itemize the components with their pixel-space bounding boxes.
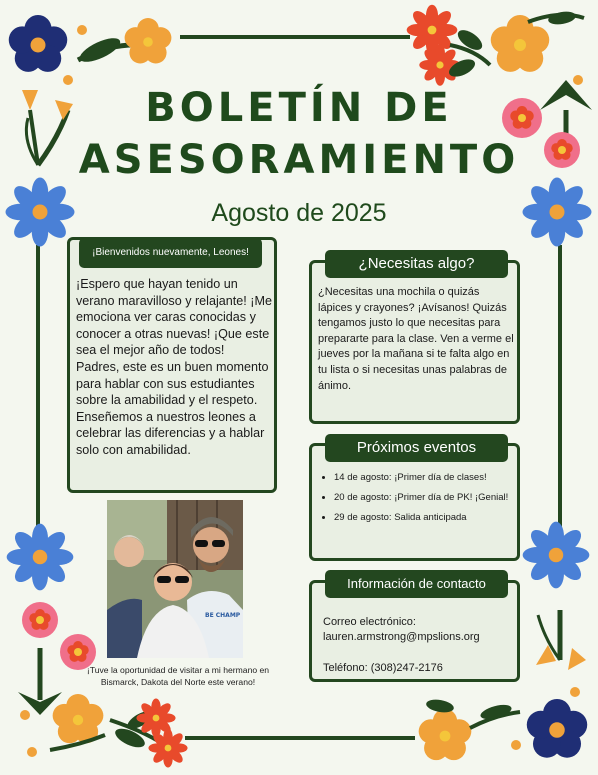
family-photo [107,500,243,658]
needs-text: ¿Necesitas una mochila o quizás lápices y crayones? ¡Avísanos! Quizás tengamos justo lo que necesitas para prepararte para la clase. Ven a verme el jueves por la mañana si te falta algo en tu lista o si necesitas unas palabras de ánimo. [318,286,514,392]
welcome-paragraph-1: ¡Espero que hayan tenido un verano maravilloso y relajante! ¡Me emociona ver caras conocidas y conocer a otras nuevas! ¡Que este sea el mejor año de todos! [76,277,272,358]
welcome-text [76,276,272,459]
needs-heading: ¿Necesitas algo? [325,250,508,278]
events-list [316,468,514,528]
welcome-heading: ¡Bienvenidos nuevamente, Leones! [79,238,262,268]
event-item: • 14 de agosto: ¡Primer día de clases! [334,468,514,488]
newsletter-date: Agosto de 2025 [211,199,387,227]
event-item: • 20 de agosto: ¡Primer día de PK! ¡Genial! [334,488,514,508]
photo-caption: ¡Tuve la oportunidad de visitar a mi hermano en Bismarck, Dakota del Norte este verano! [86,665,270,687]
events-heading: Próximos eventos [325,434,508,462]
events-list-container [316,468,514,528]
orange-flower-icon [491,15,550,72]
newsletter-title-line1: BOLETÍN DE [145,85,453,131]
welcome-paragraph-2: Padres, este es un buen momento para hablar con sus estudiantes sobre la amabilidad y el respeto. Enseñemos a nuestros leones a celebrar las diferencias y a hablar solo con amabilidad. [76,359,269,457]
contact-heading: Información de contacto [325,570,508,598]
newsletter-title-line2: ASESORAMIENTO [78,137,520,183]
contact-phone: Teléfono: (308)247-2176 [323,662,443,674]
contact-email[interactable]: lauren.armstrong@mpslions.org [323,631,480,643]
shirt-text: BE CHAMP [205,612,241,619]
navy-flower-icon [9,15,68,72]
contact-email-label: Correo electrónico: [323,616,416,628]
event-item: • 29 de agosto: Salida anticipada [334,508,514,528]
